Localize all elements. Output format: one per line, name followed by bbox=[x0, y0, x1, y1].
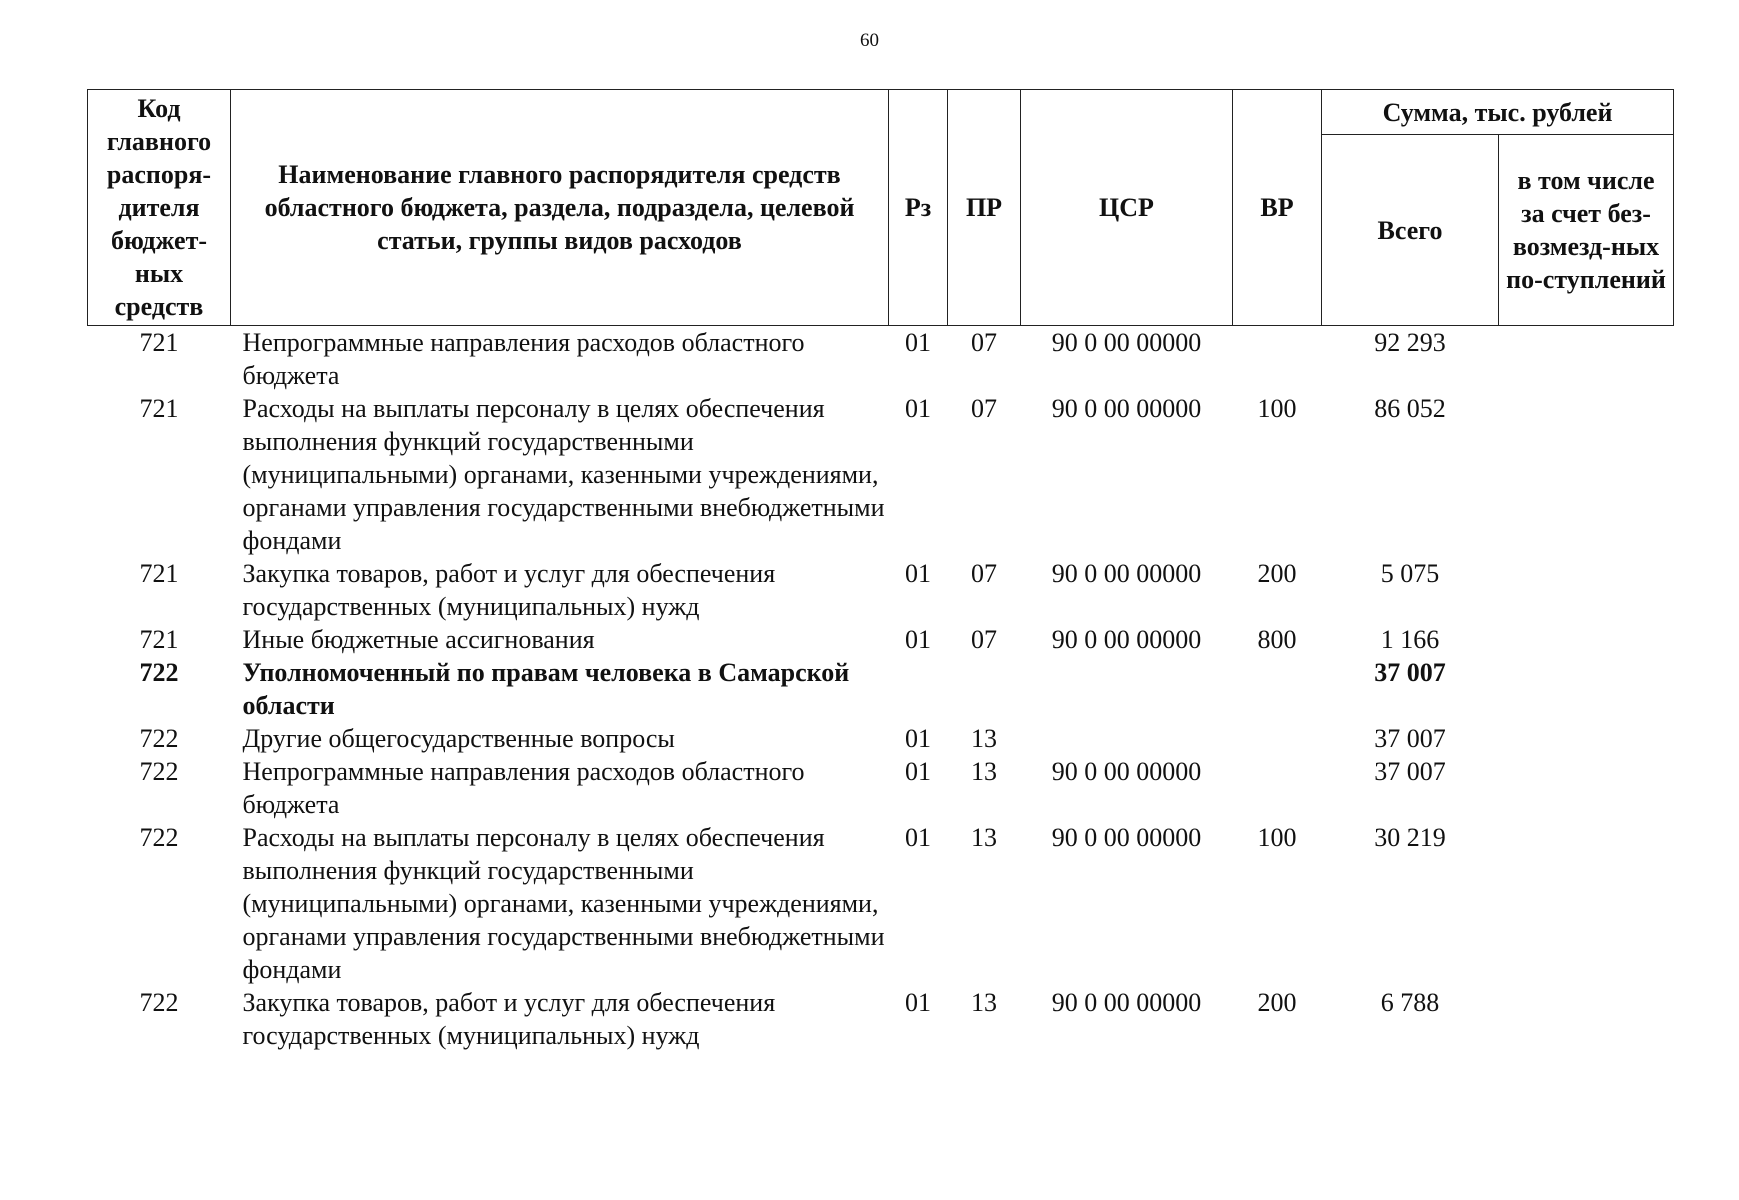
cell-code: 721 bbox=[139, 559, 179, 588]
cell-vr bbox=[1233, 656, 1322, 722]
cell-pr bbox=[948, 656, 1021, 722]
cell-rz: 01 bbox=[905, 625, 931, 654]
cell-code: 722 bbox=[139, 988, 179, 1017]
cell-total: 30 219 bbox=[1374, 823, 1446, 852]
cell-pr: 07 bbox=[971, 625, 997, 654]
cell-incl bbox=[1499, 392, 1674, 557]
cell-rz: 01 bbox=[905, 757, 931, 786]
cell-rz: 01 bbox=[905, 559, 931, 588]
cell-incl bbox=[1499, 986, 1674, 1052]
cell-csr: 90 0 00 00000 bbox=[1051, 823, 1202, 852]
cell-total: 6 788 bbox=[1380, 988, 1440, 1017]
cell-total: 5 075 bbox=[1380, 559, 1440, 588]
cell-name: Закупка товаров, работ и услуг для обеспечения государственных (муниципальных) нужд bbox=[242, 988, 776, 1050]
header-code: Код главного распоря-дителя бюджет-ных средств bbox=[88, 90, 231, 326]
cell-code: 722 bbox=[139, 823, 179, 852]
cell-pr: 07 bbox=[971, 559, 997, 588]
cell-csr: 90 0 00 00000 bbox=[1051, 559, 1202, 588]
cell-pr: 07 bbox=[971, 328, 997, 357]
cell-total: 37 007 bbox=[1374, 757, 1446, 786]
table-row bbox=[88, 623, 1674, 656]
cell-incl bbox=[1499, 722, 1674, 755]
cell-name: Расходы на выплаты персоналу в целях обеспечения выполнения функций государственными (муниципальными) органами, казенными учреждениями, органами управления государственными внебюджетными фондами bbox=[242, 823, 885, 984]
cell-vr: 200 bbox=[1257, 988, 1297, 1017]
table-row bbox=[88, 656, 1674, 722]
header-vr: ВР bbox=[1233, 90, 1322, 326]
table-body bbox=[88, 326, 1674, 1053]
cell-total: 86 052 bbox=[1374, 394, 1446, 423]
cell-vr bbox=[1233, 755, 1322, 821]
cell-incl bbox=[1499, 623, 1674, 656]
cell-vr bbox=[1233, 326, 1322, 393]
cell-name: Непрограммные направления расходов областного бюджета bbox=[242, 757, 805, 819]
cell-vr: 200 bbox=[1257, 559, 1297, 588]
page-number: 60 bbox=[860, 30, 879, 51]
cell-code: 721 bbox=[139, 394, 179, 423]
cell-csr: 90 0 00 00000 bbox=[1051, 988, 1202, 1017]
cell-pr: 13 bbox=[971, 757, 997, 786]
cell-name: Непрограммные направления расходов областного бюджета bbox=[242, 328, 805, 390]
table-row bbox=[88, 557, 1674, 623]
cell-total: 92 293 bbox=[1374, 328, 1446, 357]
cell-pr: 07 bbox=[971, 394, 997, 423]
cell-name: Другие общегосударственные вопросы bbox=[242, 724, 675, 753]
cell-rz: 01 bbox=[905, 328, 931, 357]
cell-csr: 90 0 00 00000 bbox=[1051, 328, 1202, 357]
table-row bbox=[88, 392, 1674, 557]
cell-name: Уполномоченный по правам человека в Самарской области bbox=[242, 658, 850, 720]
cell-csr bbox=[1021, 656, 1233, 722]
table-row bbox=[88, 722, 1674, 755]
budget-table bbox=[87, 89, 1674, 1052]
cell-code: 722 bbox=[139, 724, 179, 753]
cell-name: Расходы на выплаты персоналу в целях обеспечения выполнения функций государственными (муниципальными) органами, казенными учреждениями, органами управления государственными внебюджетными фондами bbox=[242, 394, 885, 555]
cell-incl bbox=[1499, 656, 1674, 722]
cell-vr: 100 bbox=[1257, 823, 1297, 852]
cell-incl bbox=[1499, 755, 1674, 821]
cell-pr: 13 bbox=[971, 823, 997, 852]
table-row bbox=[88, 755, 1674, 821]
table-row bbox=[88, 986, 1674, 1052]
cell-vr: 100 bbox=[1257, 394, 1297, 423]
table-row bbox=[88, 821, 1674, 986]
header-rz: Рз bbox=[889, 90, 948, 326]
cell-name: Закупка товаров, работ и услуг для обеспечения государственных (муниципальных) нужд bbox=[242, 559, 776, 621]
cell-rz bbox=[889, 656, 948, 722]
header-sum-group: Сумма, тыс. рублей bbox=[1322, 90, 1674, 135]
cell-vr: 800 bbox=[1257, 625, 1297, 654]
header-csr: ЦСР bbox=[1021, 90, 1233, 326]
cell-total: 1 166 bbox=[1380, 625, 1440, 654]
cell-rz: 01 bbox=[905, 394, 931, 423]
cell-total: 37 007 bbox=[1374, 658, 1446, 687]
header-incl: в том числе за счет без-возмезд-ных по-ступлений bbox=[1499, 135, 1674, 326]
cell-rz: 01 bbox=[905, 988, 931, 1017]
cell-code: 722 bbox=[139, 757, 179, 786]
cell-total: 37 007 bbox=[1374, 724, 1446, 753]
cell-code: 722 bbox=[139, 658, 179, 687]
cell-incl bbox=[1499, 821, 1674, 986]
header-pr: ПР bbox=[948, 90, 1021, 326]
cell-incl bbox=[1499, 326, 1674, 393]
cell-csr: 90 0 00 00000 bbox=[1051, 394, 1202, 423]
cell-rz: 01 bbox=[905, 823, 931, 852]
cell-code: 721 bbox=[139, 328, 179, 357]
cell-pr: 13 bbox=[971, 724, 997, 753]
cell-csr: 90 0 00 00000 bbox=[1051, 625, 1202, 654]
table-header bbox=[88, 90, 1674, 326]
cell-incl bbox=[1499, 557, 1674, 623]
cell-csr: 90 0 00 00000 bbox=[1051, 757, 1202, 786]
table-row bbox=[88, 326, 1674, 393]
header-name: Наименование главного распорядителя средств областного бюджета, раздела, подраздела, целевой статьи, группы видов расходов bbox=[231, 90, 889, 326]
cell-code: 721 bbox=[139, 625, 179, 654]
cell-vr bbox=[1233, 722, 1322, 755]
cell-name: Иные бюджетные ассигнования bbox=[242, 625, 595, 654]
cell-rz: 01 bbox=[905, 724, 931, 753]
cell-pr: 13 bbox=[971, 988, 997, 1017]
header-total: Всего bbox=[1322, 135, 1499, 326]
cell-csr bbox=[1021, 722, 1233, 755]
